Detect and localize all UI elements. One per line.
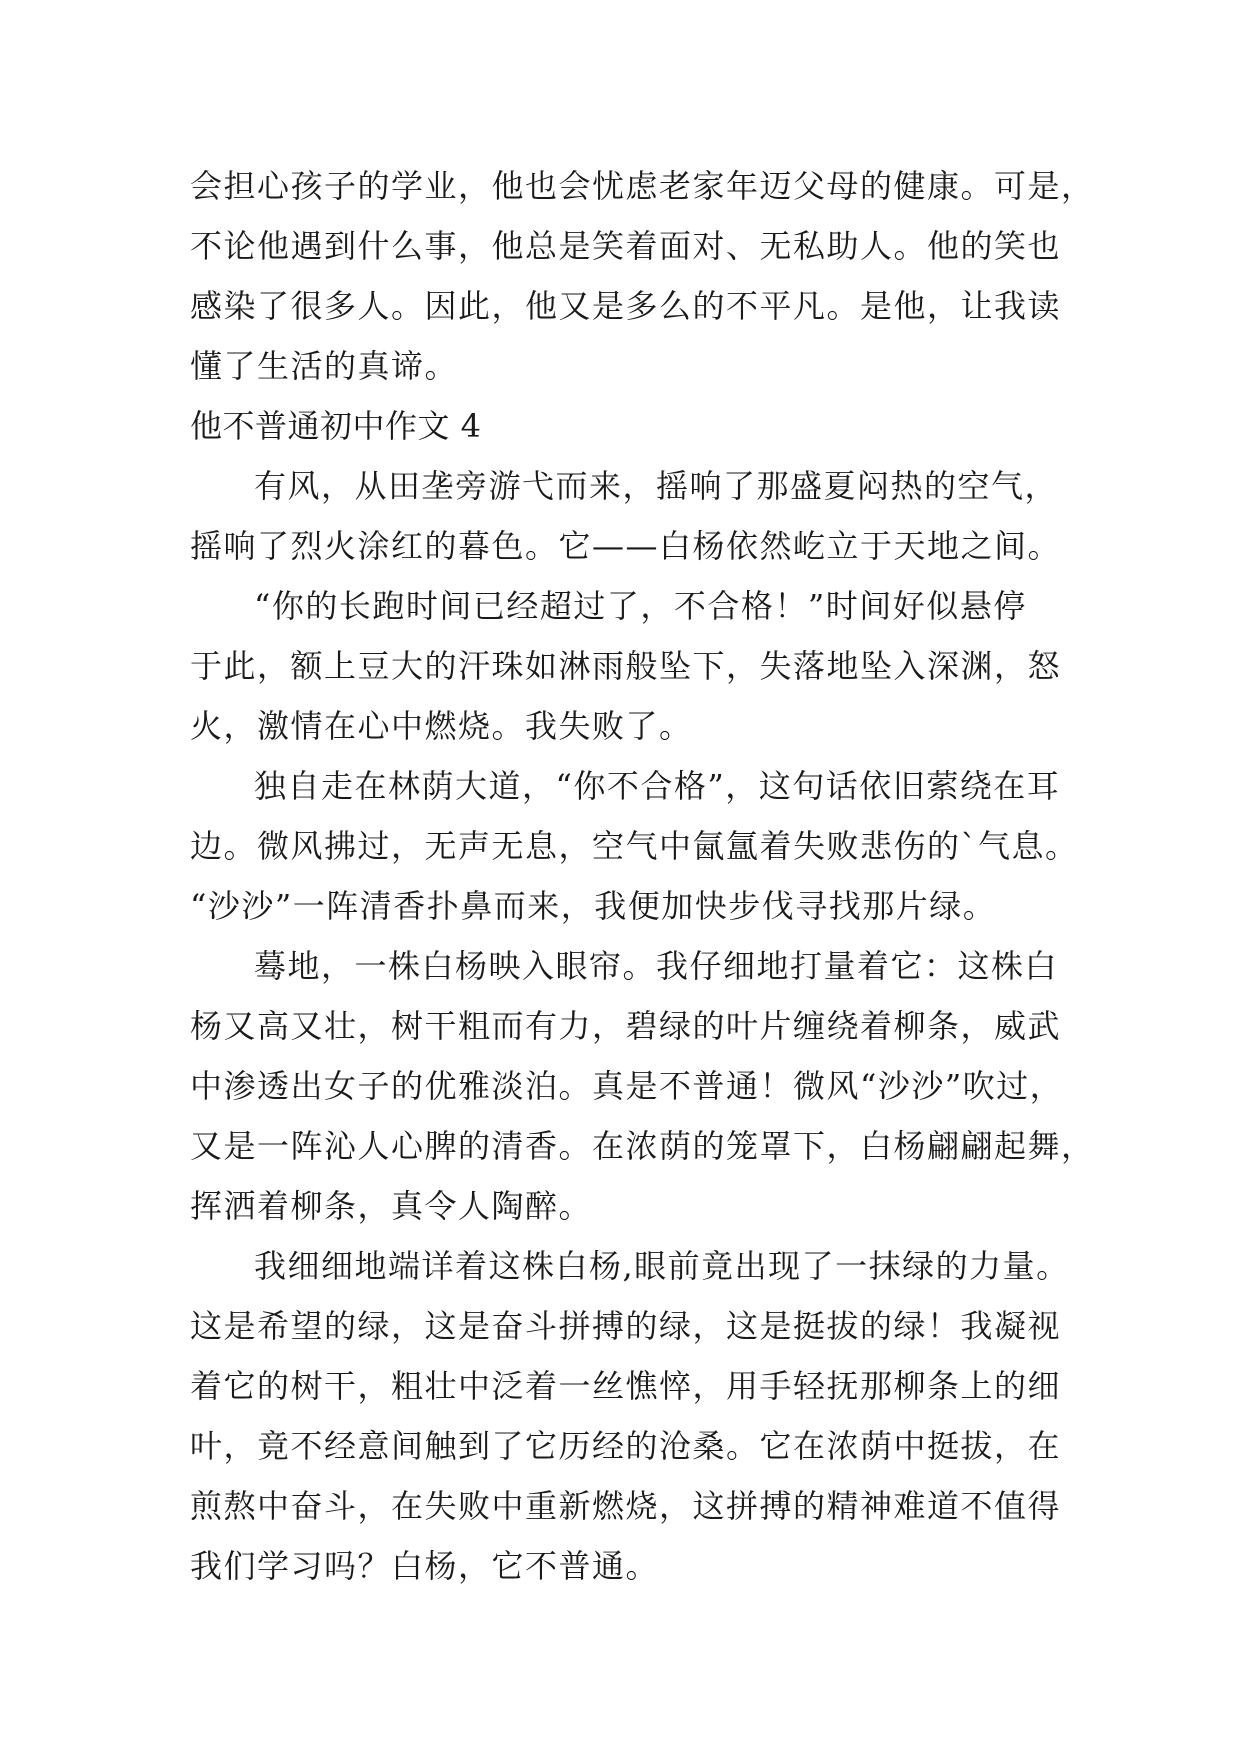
- text-line: “沙沙”一阵清香扑鼻而来，我便加快步伐寻找那片绿。: [190, 887, 997, 925]
- paragraph-first-line: 独自走在林荫大道，“你不合格”，这句话依旧萦绕在耳: [254, 767, 1061, 805]
- text-line: 边。微风拂过，无声无息，空气中氤氲着失败悲伤的`气息。: [190, 827, 1079, 865]
- text-line: 挥洒着柳条，真令人陶醉。: [190, 1187, 593, 1225]
- text-line: 火，激情在心中燃烧。我失败了。: [190, 707, 693, 745]
- text-line: 摇响了烈火涂红的暮色。它——白杨依然屹立于天地之间。: [190, 527, 1062, 565]
- text-line: 我们学习吗？白杨，它不普通。: [190, 1547, 660, 1585]
- paragraph-first-line: 我细细地端详着这株白杨,眼前竟出现了一抹绿的力量。: [254, 1247, 1070, 1285]
- text-line: 煎熬中奋斗，在失败中重新燃烧，这拼搏的精神难道不值得: [190, 1487, 1062, 1525]
- text-line: 会担心孩子的学业，他也会忧虑老家年迈父母的健康。可是，: [190, 167, 1095, 205]
- paragraph-first-line: 蓦地，一株白杨映入眼帘。我仔细地打量着它：这株白: [254, 947, 1059, 985]
- paragraph-first-line: “你的长跑时间已经超过了，不合格！”时间好似悬停: [254, 587, 1027, 625]
- section-title: 他不普通初中作文 4: [190, 407, 482, 445]
- text-line: 不论他遇到什么事，他总是笑着面对、无私助人。他的笑也: [190, 227, 1062, 265]
- text-line: 杨又高又壮，树干粗而有力，碧绿的叶片缠绕着柳条，威武: [190, 1007, 1062, 1045]
- text-line: 感染了很多人。因此，他又是多么的不平凡。是他，让我读: [190, 287, 1062, 325]
- text-line: 叶，竟不经意间触到了它历经的沧桑。它在浓荫中挺拔，在: [190, 1427, 1062, 1465]
- essay-body: [190, 156, 1095, 1596]
- text-line: 中渗透出女子的优雅淡泊。真是不普通！微风“沙沙”吹过，: [190, 1067, 1064, 1105]
- text-line: 于此，额上豆大的汗珠如淋雨般坠下，失落地坠入深渊，怒: [190, 647, 1062, 685]
- text-line: 着它的树干，粗壮中泛着一丝憔悴，用手轻抚那柳条上的细: [190, 1367, 1062, 1405]
- paragraph-first-line: 有风，从田垄旁游弋而来，摇响了那盛夏闷热的空气，: [254, 467, 1059, 505]
- text-line: 懂了生活的真谛。: [190, 347, 459, 385]
- text-line: 又是一阵沁人心脾的清香。在浓荫的笼罩下，白杨翩翩起舞，: [190, 1127, 1095, 1165]
- text-line: 这是希望的绿，这是奋斗拼搏的绿，这是挺拔的绿！我凝视: [190, 1307, 1062, 1345]
